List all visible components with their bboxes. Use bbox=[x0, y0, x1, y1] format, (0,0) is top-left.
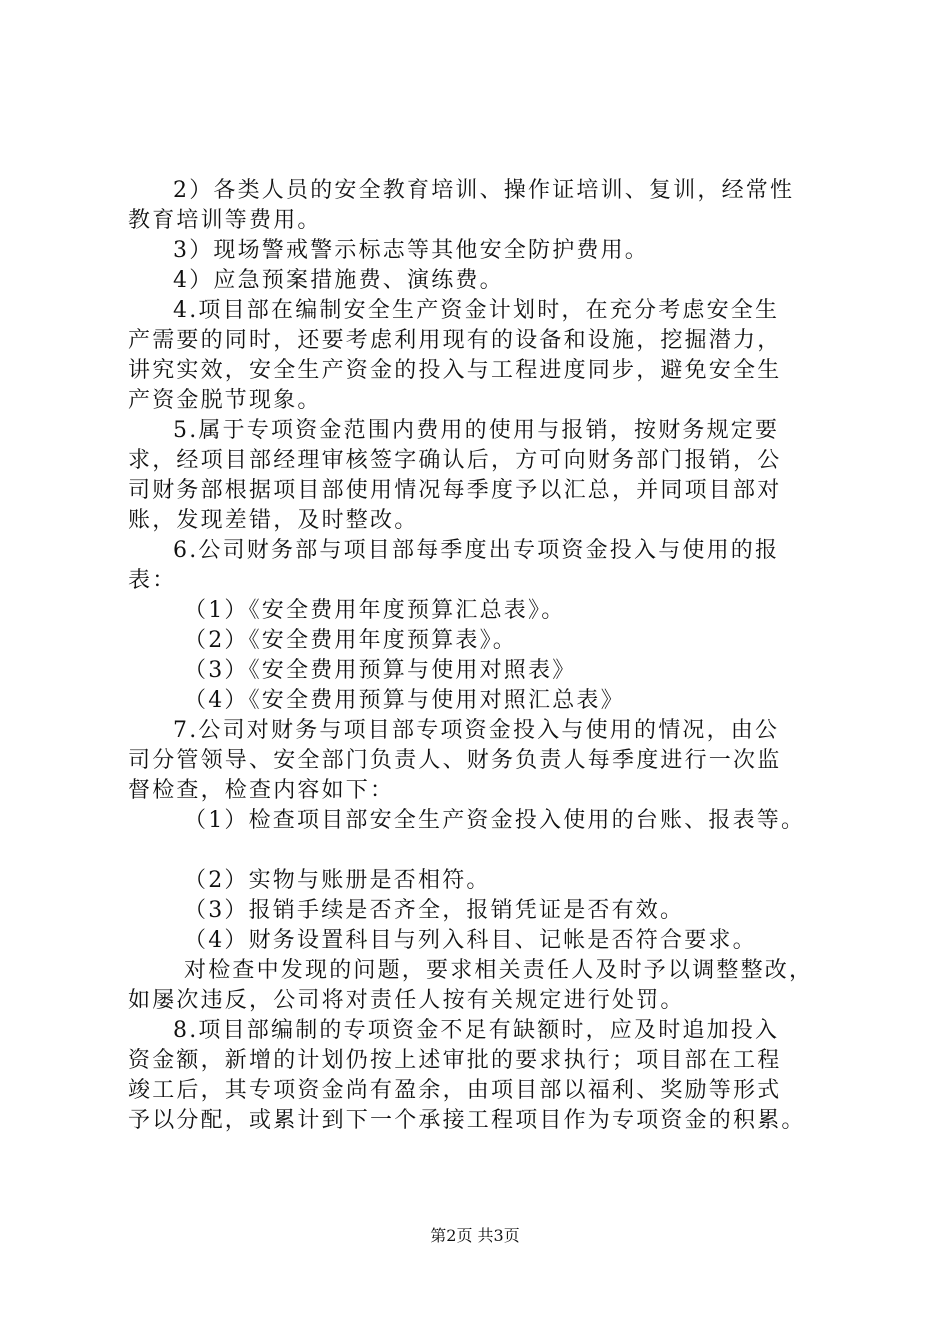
text-line: 7.公司对财务与项目部专项资金投入与使用的情况，由公 bbox=[173, 718, 780, 743]
text-line: 司财务部根据项目部使用情况每季度予以汇总，并同项目部对 bbox=[128, 478, 782, 503]
text-line: （1）《安全费用年度预算汇总表》。 bbox=[184, 598, 566, 623]
text-line: （1）检查项目部安全生产资金投入使用的台账、报表等。 bbox=[184, 808, 806, 833]
text-line: 讲究实效，安全生产资金的投入与工程进度同步，避免安全生 bbox=[128, 358, 782, 383]
text-line: （4）财务设置科目与列入科目、记帐是否符合要求。 bbox=[184, 928, 757, 953]
text-line: 4.项目部在编制安全生产资金计划时，在充分考虑安全生 bbox=[173, 298, 780, 323]
text-line: 对检查中发现的问题，要求相关责任人及时予以调整整改， bbox=[184, 958, 814, 983]
text-line: 表： bbox=[128, 568, 177, 593]
page-number-footer: 第2页 共3页 bbox=[430, 1226, 520, 1245]
text-line: 教育培训等费用。 bbox=[128, 208, 322, 233]
text-line: 5.属于专项资金范围内费用的使用与报销，按财务规定要 bbox=[173, 418, 780, 443]
document-body bbox=[128, 176, 838, 1136]
text-line: 账，发现差错，及时整改。 bbox=[128, 508, 419, 533]
text-line: 6.公司财务部与项目部每季度出专项资金投入与使用的报 bbox=[173, 538, 780, 563]
text-line: 求，经项目部经理审核签字确认后，方可向财务部门报销，公 bbox=[128, 448, 782, 473]
text-line: 督检查，检查内容如下： bbox=[128, 778, 395, 803]
text-line: 产资金脱节现象。 bbox=[128, 388, 322, 413]
text-line: 产需要的同时，还要考虑利用现有的设备和设施，挖掘潜力， bbox=[128, 328, 782, 353]
text-line: （2）《安全费用年度预算表》。 bbox=[184, 628, 517, 653]
text-line: 2）各类人员的安全教育培训、操作证培训、复训，经常性 bbox=[173, 178, 795, 203]
text-line: 如屡次违反，公司将对责任人按有关规定进行处罚。 bbox=[128, 988, 685, 1013]
text-line: （4）《安全费用预算与使用对照汇总表》 bbox=[184, 688, 625, 713]
blank-line bbox=[128, 836, 838, 866]
text-line: 4）应急预案措施费、演练费。 bbox=[173, 268, 504, 293]
text-line: 3）现场警戒警示标志等其他安全防护费用。 bbox=[173, 238, 649, 263]
text-line: 竣工后，其专项资金尚有盈余，由项目部以福利、奖励等形式 bbox=[128, 1078, 782, 1103]
text-line: 司分管领导、安全部门负责人、财务负责人每季度进行一次监 bbox=[128, 748, 782, 773]
text-line: 予以分配，或累计到下一个承接工程项目作为专项资金的积累。 bbox=[128, 1108, 806, 1133]
text-line: （3）《安全费用预算与使用对照表》 bbox=[184, 658, 577, 683]
text-line: 8.项目部编制的专项资金不足有缺额时，应及时追加投入 bbox=[173, 1018, 780, 1043]
text-line: （3）报销手续是否齐全，报销凭证是否有效。 bbox=[184, 898, 685, 923]
text-line: 资金额，新增的计划仍按上述审批的要求执行；项目部在工程 bbox=[128, 1048, 782, 1073]
text-line: （2）实物与账册是否相符。 bbox=[184, 868, 491, 893]
